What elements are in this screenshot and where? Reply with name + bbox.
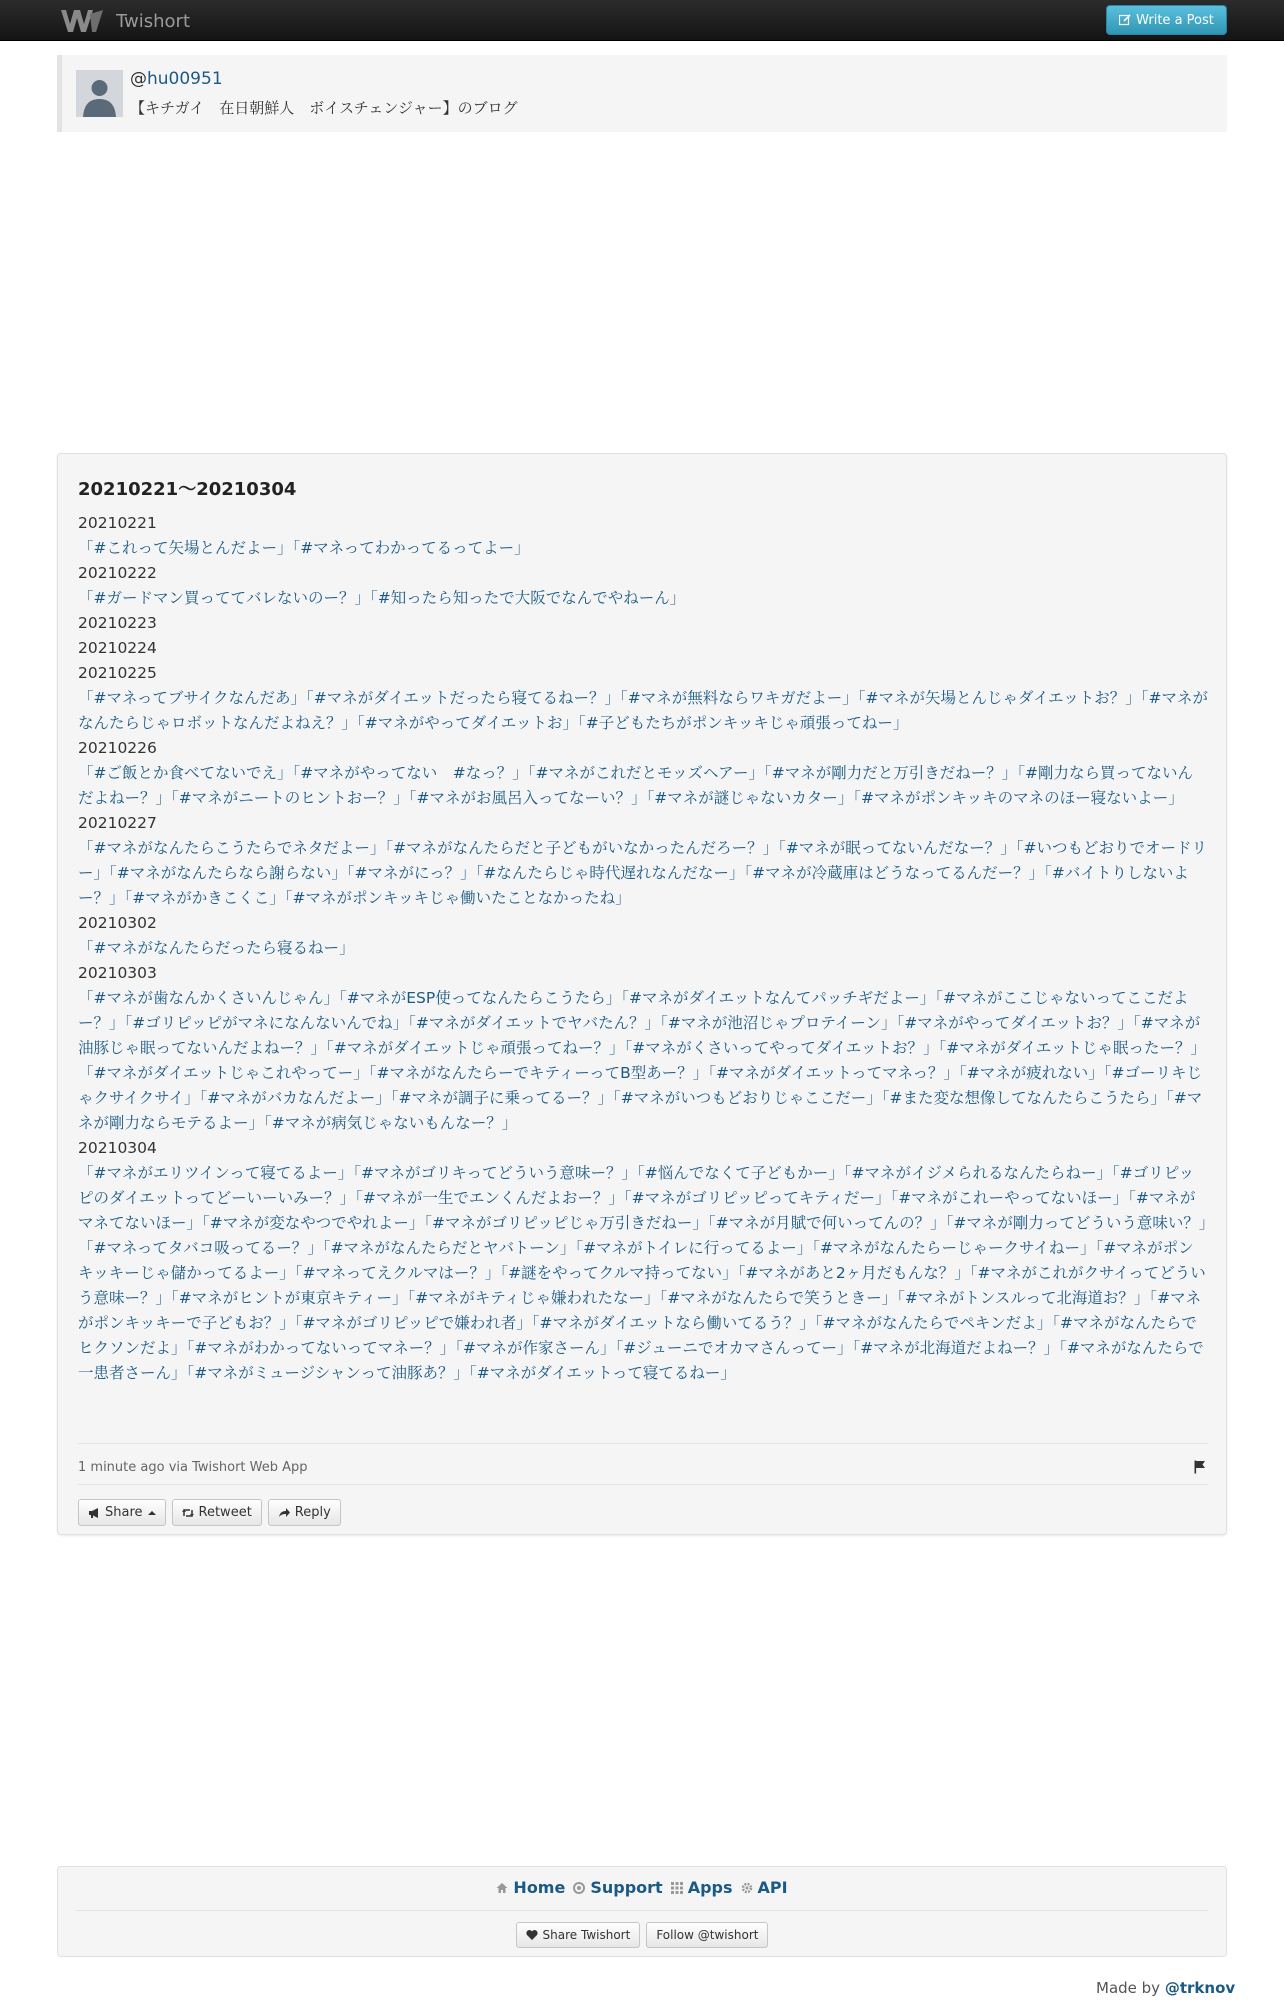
post-date: 20210304 (78, 1139, 157, 1157)
apps-grid-icon (671, 1882, 683, 1894)
post-date: 20210225 (78, 664, 157, 682)
home-icon (496, 1882, 508, 1894)
post-title: 20210221～20210304 (78, 479, 297, 500)
footer-link-api[interactable] (741, 1878, 788, 1897)
post-hashtags[interactable]: 「#マネがエリツインって寝てるよー」「#マネがゴリキってどういう意味ー？」「#悩んでなくて子どもかー」「#マネがイジメられるなんたらねー」「#ゴリピッピのダイエットってどーいーいみー？」「#マネが一生でエンくんだよおー？」「#マネがゴリピッピってキティだー」「#マネがこれーやってないほー」「#マネがマネてないほー」「#マネが変なやつでやれよー」「#マネがゴリピッピじゃ万引きだねー」「#マネが月賦で何いってんの？」「#マネが剛力ってどういう意味い？」「#マネってタバコ吸ってるー？」「#マネがなんたらだとヤバトーン」「#マネがトイレに行ってるよー」「#マネがなんたらーじゃークサイねー」「#マネがポンキッキーじゃ儲かってるよー」「#マネってえクルマはー？」「#謎をやってクルマ持ってない」「#マネがあと2ヶ月だもんな？」「#マネがこれがクサイってどういう意味ー？」「#マネがヒントが東京キティー」「#マネがキティじゃ嫌われたなー」「#マネがなんたらで笑うときー」「#マネがトンスルって北海道お？」「#マネがポンキッキーで子どもお？」「#マネがゴリピッピで嫌われ者」「#マネがダイエットなら働いてるう？」「#マネがなんたらでペキンだよ」「#マネがなんたらでヒクソンだよ」「#マネがわかってないってマネー？」「#マネが作家さーん」「#ジューニでオカマさんってー」「#マネが北海道だよねー？」「#マネがなんたらで一患者さーん」「#マネがミュージシャンって油豚あ？」「#マネがダイエットって寝てるねー」 (78, 1164, 1207, 1382)
apps-label: Apps (687, 1878, 733, 1897)
reply-button[interactable] (268, 1499, 341, 1526)
footer-links (58, 1878, 1226, 1897)
profile-description: 【キチガイ 在日朝鮮人 ボイスチェンジャー】のブログ (130, 99, 518, 117)
heart-icon (526, 1929, 538, 1941)
post-divider-2 (78, 1484, 1208, 1485)
write-post-label: Write a Post (1136, 12, 1214, 28)
post-hashtags[interactable]: 「#マネってブサイクなんだあ」「#マネがダイエットだったら寝てるねー？」「#マネが無料ならワキガだよー」「#マネが矢場とんじゃダイエットお？」「#マネがなんたらじゃロボットなんだよねえ？」「#マネがやってダイエットお」「#子どもたちがポンキッキじゃ頑張ってねー」 (78, 689, 1208, 732)
support-label: Support (590, 1878, 663, 1897)
footer-divider (76, 1910, 1208, 1911)
share-twishort-label: Share Twishort (542, 1928, 631, 1942)
default-user-icon (76, 70, 123, 117)
post-date: 20210224 (78, 639, 157, 657)
share-button[interactable] (78, 1499, 166, 1526)
post-hashtags[interactable]: 「#ガードマン買っててバレないのー？」「#知ったら知ったで大阪でなんでやねーん」 (78, 589, 686, 607)
footer-link-support[interactable] (573, 1878, 662, 1897)
follow-twishort-button[interactable] (646, 1922, 768, 1948)
post-hashtags[interactable]: 「#マネがなんたらだったら寝るねー」 (78, 939, 355, 957)
brand-link[interactable] (60, 6, 190, 36)
edit-icon (1119, 14, 1131, 26)
username-link[interactable]: hu00951 (147, 69, 223, 89)
post-date: 20210226 (78, 739, 157, 757)
footer (57, 1866, 1227, 1957)
retweet-icon (182, 1507, 194, 1519)
home-label: Home (513, 1878, 566, 1897)
post-date: 20210303 (78, 964, 157, 982)
made-by-label: Made by (1096, 1979, 1161, 1997)
reply-arrow-icon (278, 1507, 290, 1519)
profile-header (57, 55, 1227, 132)
post-date: 20210223 (78, 614, 157, 632)
post-hashtags[interactable]: 「#ご飯とか食べてないでえ」「#マネがやってない #なっ？」「#マネがこれだとモッズヘアー」「#マネが剛力だと万引きだねー？」「#剛力なら買ってないんだよねー？」「#マネがニートのヒントおー？」「#マネがお風呂入ってなーい？」「#マネが謎じゃないカター」「#マネがポンキッキのマネのほー寝ないよー」 (78, 764, 1194, 807)
post-date: 20210222 (78, 564, 157, 582)
gear-icon (741, 1882, 753, 1894)
write-post-button[interactable] (1106, 5, 1227, 35)
share-label: Share (105, 1505, 143, 1520)
caret-up-icon (148, 1511, 156, 1515)
megaphone-icon (88, 1507, 100, 1519)
api-label: API (757, 1878, 788, 1897)
footer-buttons (58, 1922, 1226, 1948)
avatar[interactable] (76, 70, 123, 117)
post-date: 20210302 (78, 914, 157, 932)
reply-label: Reply (294, 1505, 331, 1520)
handle-at: @ (130, 69, 147, 89)
top-navbar (0, 0, 1284, 41)
post-body (78, 511, 1208, 1386)
post-hashtags[interactable]: 「#マネがなんたらこうたらでネタだよー」「#マネがなんたらだと子どもがいなかったんだろー？」「#マネが眠ってないんだなー？」「#いつもどおりでオードリー」「#マネがなんたらなら謝らない」「#マネがにっ？」「#なんたらじゃ時代遅れなんだなー」「#マネが冷蔵庫はどうなってるんだー？」「#バイトりしないよー？」「#マネがかきこくこ」「#マネがポンキッキじゃ働いたことなかったね」 (78, 839, 1208, 907)
post-hashtags[interactable]: 「#マネが歯なんかくさいんじゃん」「#マネがESP使ってなんたらこうたら」「#マネがダイエットなんてパッチギだよー」「#マネがここじゃないってここだよー？」「#ゴリピッピがマネになんないんでね」「#マネがダイエットでヤバたん？」「#マネが池沼じゃプロテイーン」「#マネがやってダイエットお？」「#マネが油豚じゃ眠ってないんだよねー？」「#マネがダイエットじゃ頑張ってねー？」「#マネがくさいってやってダイエットお？」「#マネがダイエットじゃ眠ったー？」「#マネがダイエットじゃこれやってー」「#マネがなんたらーでキティーってB型あー？」「#マネがダイエットってマネっ？」「#マネが疲れない」「#ゴーリキじゃクサイクサイ」「#マネがバカなんだよー」「#マネが調子に乗ってるー？」「#マネがいつもどおりじゃここだー」「#また変な想像してなんたらこうたら」「#マネが剛力ならモテるよー」「#マネが病気じゃないもんなー？」 (78, 989, 1206, 1132)
brand-name: Twishort (116, 10, 190, 32)
post-meta: 1 minute ago via Twishort Web App (78, 1460, 308, 1475)
flag-icon[interactable] (1194, 1460, 1206, 1474)
retweet-label: Retweet (198, 1505, 252, 1520)
post-actions (78, 1499, 341, 1526)
author-link[interactable] (1165, 1979, 1235, 1997)
footer-link-apps[interactable] (671, 1878, 733, 1897)
made-by-credit (1096, 1979, 1235, 1997)
follow-twishort-label: Follow @twishort (656, 1928, 759, 1942)
post-date: 20210227 (78, 814, 157, 832)
post-date: 20210221 (78, 514, 157, 532)
retweet-button[interactable] (172, 1499, 262, 1526)
post-hashtags[interactable]: 「#これって矢場とんだよー」「#マネってわかってるってよー」 (78, 539, 530, 557)
share-twishort-button[interactable] (516, 1922, 641, 1948)
profile-handle (130, 69, 223, 89)
footer-link-home[interactable] (496, 1878, 565, 1897)
post-card (57, 453, 1227, 1535)
author-handle: @trknov (1164, 1979, 1236, 1997)
support-icon (573, 1882, 585, 1894)
post-divider (78, 1443, 1208, 1444)
twishort-logo-icon (60, 8, 104, 34)
